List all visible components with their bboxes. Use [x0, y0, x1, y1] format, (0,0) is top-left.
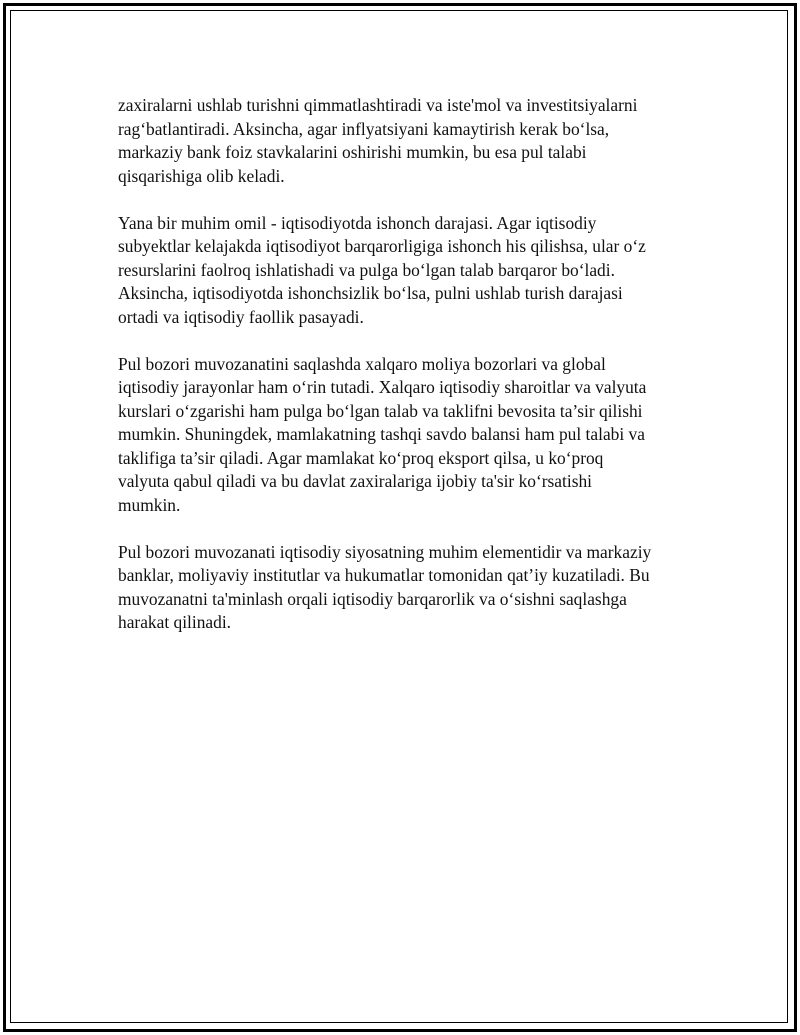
paragraph-2: Yana bir muhim omil - iqtisodiyotda ishonch darajasi. Agar iqtisodiy subyektlar kelajakda iqtisodiyot barqarorligiga ishonch his qilishsa, ular o‘z resurslarini faolroq ishlatishadi va pulga bo‘lgan talab barqaror bo‘ladi. Aksincha, iqtisodiyotda ishonchsizlik bo‘lsa, pulni ushlab turish darajasi ortadi va iqtisodiy faollik pasayadi.: [118, 212, 646, 327]
paragraph-1: zaxiralarni ushlab turishni qimmatlashtiradi va iste'mol va investitsiyalarni rag‘batlantiradi. Aksincha, agar inflyatsiyani kamaytirish kerak bo‘lsa, markaziy bank foiz stavkalarini oshirishi mumkin, bu esa pul talabi qisqarishiga olib keladi.: [118, 95, 638, 186]
paragraph-4: Pul bozori muvozanati iqtisodiy siyosatning muhim elementidir va markaziy banklar, moliyaviy institutlar va hukumatlar tomonidan qat’iy kuzatiladi. Bu muvozanatni ta'minlash orqali iqtisodiy barqarorlik va o‘sishni saqlashga harakat qilinadi.: [118, 541, 652, 632]
paragraph-3: Pul bozori muvozanatini saqlashda xalqaro moliya bozorlari va global iqtisodiy jarayonlar ham o‘rin tutadi. Xalqaro iqtisodiy sharoitlar va valyuta kurslari o‘zgarishi ham pulga bo‘lgan talab va taklifni bevosita ta’sir qilishi mumkin. Shuningdek, mamlakatning tashqi savdo balansi ham pul talabi va taklifiga ta’sir qiladi. Agar mamlakat ko‘proq eksport qilsa, u ko‘proq valyuta qabul qiladi va bu davlat zaxiralariga ijobiy ta'sir ko‘rsatishi mumkin.: [118, 353, 647, 515]
document-body: [118, 94, 708, 658]
